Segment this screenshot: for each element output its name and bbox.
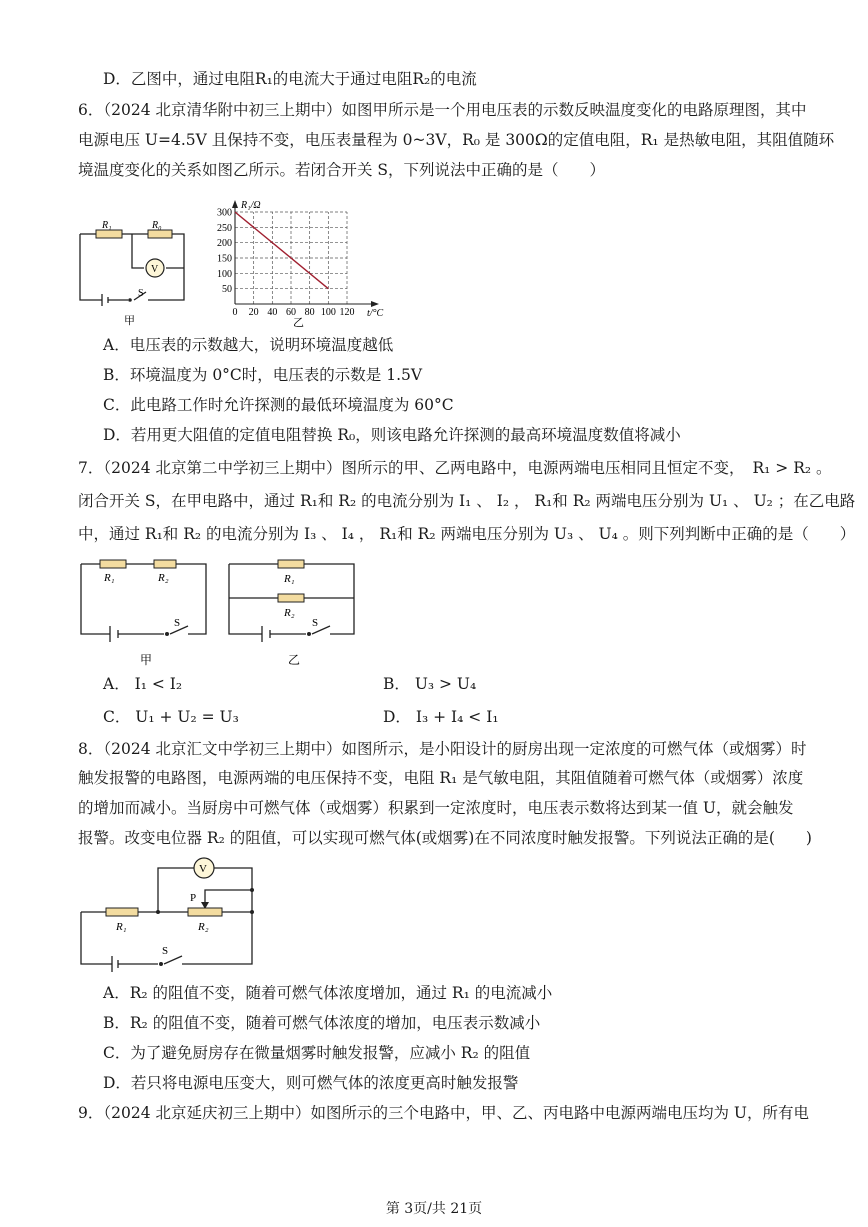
chart-series-line bbox=[235, 212, 328, 289]
q6-stem-line-2: 电源电压 U=4.5V 且保持不变，电压表量程为 0~3V，R₀ 是 300Ω的定值电阻，R₁ 是热敏电阻，其阻值随环 bbox=[78, 131, 835, 149]
q7-stem-line-1 bbox=[78, 457, 832, 479]
q7b-switch-label: S bbox=[312, 617, 319, 629]
q6-r0-label: R₀ bbox=[152, 220, 162, 231]
q6-stem-line-3: 境温度变化的关系如图乙所示。若闭合开关 S，下列说法中正确的是（ ） bbox=[78, 161, 606, 179]
q7b-r2-label: R₂ bbox=[284, 607, 295, 619]
q8-stem-line-1: 8．（2024 北京汇文中学初三上期中）如图所示，是小阳设计的厨房出现一定浓度的可燃气体（或烟雾）时 bbox=[78, 740, 807, 758]
chart-y-tick: 150 bbox=[217, 253, 232, 265]
q9-stem-line-1: 9．（2024 北京延庆初三上期中）如图所示的三个电路中，甲、乙、丙电路中电源两端电压均为 U，所有电 bbox=[78, 1104, 809, 1122]
q8-circuit bbox=[78, 852, 264, 974]
q8-slider-label: P bbox=[190, 892, 197, 904]
q6-chart bbox=[205, 198, 395, 328]
q6-chart-caption: 乙 bbox=[293, 317, 304, 328]
q8-stem-line-2: 触发报警的电路图，电源两端的电压保持不变，电阻 R₁ 是气敏电阻，其阻值随着可燃气体（或烟雾）浓度 bbox=[78, 769, 804, 787]
chart-x-tick: 40 bbox=[267, 307, 278, 318]
chart-x-tick: 20 bbox=[248, 307, 259, 318]
q7-circuit-a bbox=[78, 556, 212, 668]
q6-option-b: B．环境温度为 0°C时，电压表的示数是 1.5V bbox=[103, 366, 423, 384]
chart-y-tick: 200 bbox=[217, 238, 232, 250]
q6-option-d: D．若用更大阻值的定值电阻替换 R₀，则该电路允许探测的最高环境温度数值将减小 bbox=[103, 426, 681, 444]
chart-x-tick: 0 bbox=[232, 307, 238, 318]
q7a-r2-label: R₂ bbox=[158, 572, 169, 584]
q7-caption-a: 甲 bbox=[140, 653, 153, 667]
q8-r1-label: R₁ bbox=[116, 921, 127, 933]
q8-option-a: A．R₂ 的阻值不变，随着可燃气体浓度增加，通过 R₁ 的电流减小 bbox=[103, 984, 553, 1002]
q8-stem-line-4: 报警。改变电位器 R₂ 的阻值，可以实现可燃气体(或烟雾)在不同浓度时触发报警。下列说法正确的是( ) bbox=[78, 829, 812, 847]
chart-y-tick: 100 bbox=[217, 268, 232, 280]
q6-option-c: C．此电路工作时允许探测的最低环境温度为 60°C bbox=[103, 396, 454, 414]
q8-option-b: B．R₂ 的阻值不变，随着可燃气体浓度的增加，电压表示数减小 bbox=[103, 1014, 541, 1032]
chart-y-tick: 50 bbox=[222, 284, 232, 296]
chart-x-tick: 120 bbox=[339, 307, 355, 318]
q7-stem-line-3: 中，通过 R₁和 R₂ 的电流分别为 I₃ 、 I₄ ， R₁和 R₂ 两端电压分别为 U₃ 、 U₄ 。则下列判断中正确的是（ ） bbox=[78, 525, 856, 543]
chart-x-tick: 80 bbox=[304, 307, 315, 318]
q7-circuit-b bbox=[226, 556, 360, 668]
q7-stem-1-text: 7．（2024 北京第二中学初三上期中）图所示的甲、乙两电路中，电源两端电压相同且恒定不变， bbox=[78, 459, 745, 477]
q8-r2-label: R₂ bbox=[198, 921, 209, 933]
q7-option-c: C． U₁ + U₂ = U₃ bbox=[103, 708, 239, 726]
q6-chart-ylabel: R₁/Ω bbox=[241, 200, 261, 211]
q6-r1-label: R₁ bbox=[102, 220, 112, 231]
q7-option-a: A． I₁ < I₂ bbox=[103, 675, 183, 693]
q6-caption-a: 甲 bbox=[124, 315, 135, 327]
q8-option-d: D．若只将电源电压变大，则可燃气体的浓度更高时触发报警 bbox=[103, 1074, 519, 1092]
q6-switch-label: S bbox=[138, 288, 144, 299]
q7a-switch-label: S bbox=[174, 617, 181, 629]
q5-option-d: D．乙图中，通过电阻R₁的电流大于通过电阻R₂的电流 bbox=[103, 70, 477, 88]
page-footer: 第 3页/共 21页 bbox=[385, 1201, 483, 1217]
q7-stem-1-math: R₁ > R₂ 。 bbox=[752, 459, 832, 477]
q7-caption-b: 乙 bbox=[288, 653, 301, 667]
chart-x-tick: 60 bbox=[286, 307, 296, 318]
chart-x-tick: 100 bbox=[320, 307, 336, 318]
q7-stem-line-2: 闭合开关 S，在甲电路中，通过 R₁和 R₂ 的电流分别为 I₁ 、 I₂ ， R₁和 R₂ 两端电压分别为 U₁ 、 U₂ ；在乙电路 bbox=[78, 492, 856, 510]
q7-option-b: B． U₃ > U₄ bbox=[383, 675, 477, 693]
q8-option-c: C．为了避免厨房存在微量烟雾时触发报警，应减小 R₂ 的阻值 bbox=[103, 1044, 531, 1062]
q8-stem-line-3: 的增加而减小。当厨房中可燃气体（或烟雾）积累到一定浓度时，电压表示数将达到某一值 U，就会触发 bbox=[78, 799, 794, 817]
q7b-r1-label: R₁ bbox=[284, 573, 295, 585]
q8-voltmeter-label: V bbox=[199, 863, 207, 875]
q7a-r1-label: R₁ bbox=[104, 572, 115, 584]
chart-y-tick: 250 bbox=[217, 222, 232, 234]
q6-voltmeter-label: V bbox=[151, 264, 159, 275]
q8-switch-label: S bbox=[162, 945, 169, 957]
q6-option-a: A．电压表的示数越大，说明环境温度越低 bbox=[103, 336, 394, 354]
q6-chart-xlabel: t/°C bbox=[367, 308, 384, 319]
q6-stem-line-1: 6．（2024 北京清华附中初三上期中）如图甲所示是一个用电压表的示数反映温度变化的电路原理图，其中 bbox=[78, 101, 807, 119]
q7-option-d: D． I₃ + I₄ < I₁ bbox=[383, 708, 499, 726]
chart-y-tick: 300 bbox=[217, 207, 232, 219]
q6-circuit-a bbox=[78, 218, 190, 328]
